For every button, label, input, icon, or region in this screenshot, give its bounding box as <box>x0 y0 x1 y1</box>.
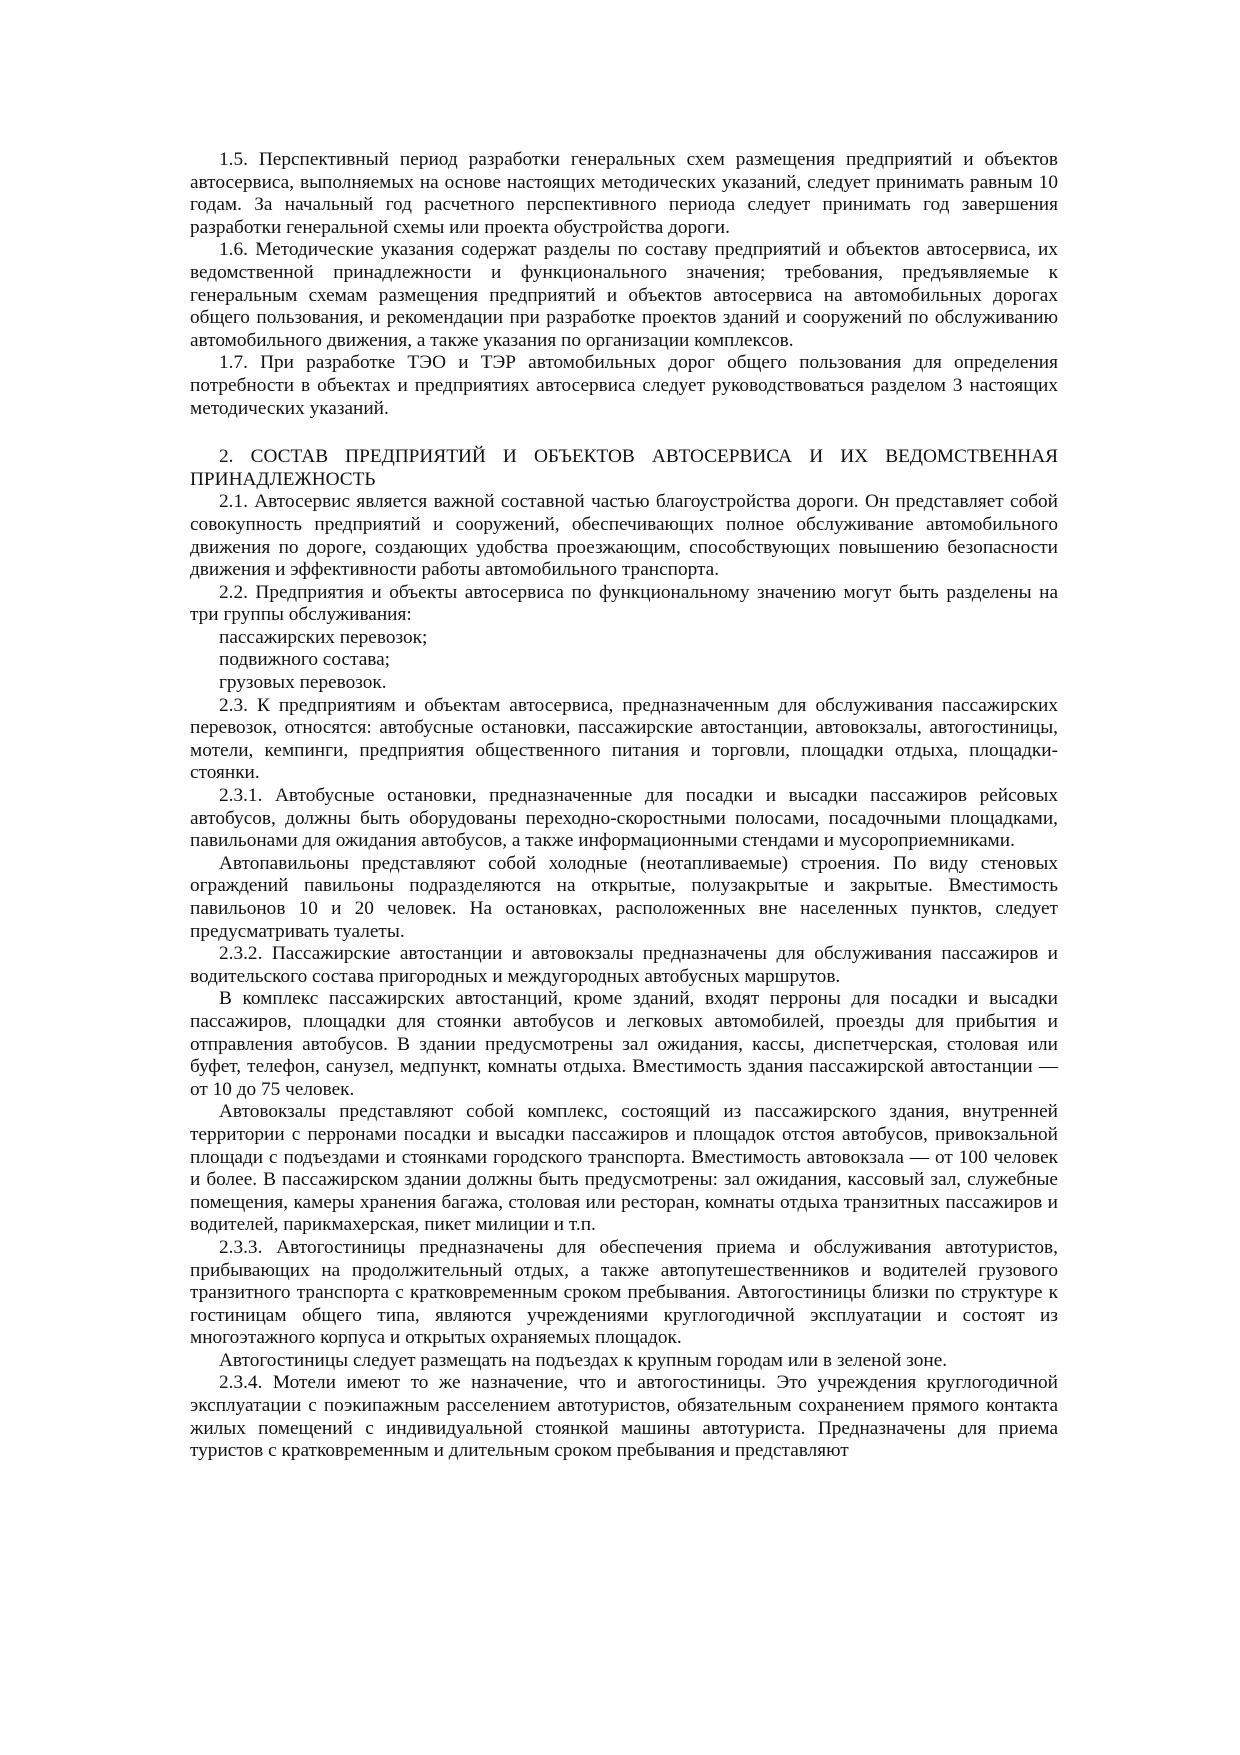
paragraph-hotel-placement: Автогостиницы следует размещать на подъездах к крупным городам или в зеленой зоне. <box>219 1349 948 1371</box>
list-item-rolling-stock: подвижного состава; <box>219 649 391 671</box>
paragraph-2-3: 2.3. К предприятиям и объектам автосервиса, предназначенным для обслуживания пассажирских перевозок, относятся: автобусные остановки, пассажирские автостанции, автовокзалы, автогостиницы, мотели, кемпинги, предприятия общественного питания и торговли, площадки отдыха, площадки-стоянки. <box>190 694 1058 784</box>
list-item-freight: грузовых перевозок. <box>219 672 387 694</box>
section-heading-2: 2. СОСТАВ ПРЕДПРИЯТИЙ И ОБЪЕКТОВ АВТОСЕРВИСА И ИХ ВЕДОМСТВЕННАЯ ПРИНАДЛЕЖНОСТЬ <box>190 446 1058 490</box>
paragraph-2-2: 2.2. Предприятия и объекты автосервиса по функциональному значению могут быть разделены на три группы обслуживания: <box>190 581 1058 626</box>
paragraph-2-3-3: 2.3.3. Автогостиницы предназначены для обеспечения приема и обслуживания автотуристов, прибывающих на продолжительный отдых, а также автопутешественников и водителей грузового транзитного транспорта с кратковременным сроком пребывания. Автогостиницы близки по структуре к гостиницам общего типа, являются учреждениями круглогодичной эксплуатации и состоят из многоэтажного корпуса и открытых охраняемых площадок. <box>190 1236 1058 1349</box>
document-page <box>190 149 1058 1463</box>
paragraph-2-3-4: 2.3.4. Мотели имеют то же назначение, что и автогостиницы. Это учреждения круглогодичной эксплуатации с поэкипажным расселением автотуристов, обязательным сохранением прямого контакта жилых помещений с индивидуальной стоянкой машины автотуриста. Предназначены для приема туристов с кратковременным и длительным сроком пребывания и представляют <box>190 1372 1058 1462</box>
paragraph-1-6: 1.6. Методические указания содержат разделы по составу предприятий и объектов автосервиса, их ведомственной принадлежности и функционального значения; требования, предъявляемые к генеральным схемам размещения предприятий и объектов автосервиса на автомобильных дорогах общего пользования, и рекомендации при разработке проектов зданий и сооружений по обслуживанию автомобильного движения, а также указания по организации комплексов. <box>190 239 1058 351</box>
paragraph-2-3-1: 2.3.1. Автобусные остановки, предназначенные для посадки и высадки пассажиров рейсовых автобусов, должны быть оборудованы переходно-скоростными полосами, посадочными площадками, павильонами для ожидания автобусов, а также информационными стендами и мусороприемниками. <box>190 785 1058 852</box>
paragraph-1-7: 1.7. При разработке ТЭО и ТЭР автомобильных дорог общего пользования для определения потребности в объектах и предприятиях автосервиса следует руководствоваться разделом 3 настоящих методических указаний. <box>190 352 1058 419</box>
paragraph-2-3-2: 2.3.2. Пассажирские автостанции и автовокзалы предназначены для обслуживания пассажиров и водительского состава пригородных и междугородных автобусных маршрутов. <box>190 943 1058 987</box>
paragraph-autopavilions: Автопавильоны представляют собой холодные (неотапливаемые) строения. По виду стеновых ограждений павильоны подразделяются на открытые, полузакрытые и закрытые. Вместимость павильонов 10 и 20 человек. На остановках, расположенных вне населенных пунктов, следует предусматривать туалеты. <box>190 852 1058 942</box>
paragraph-bus-stations: В комплекс пассажирских автостанций, кроме зданий, входят перроны для посадки и высадки пассажиров, площадки для стоянки автобусов и легковых автомобилей, проезды для прибытия и отправления автобусов. В здании предусмотрены зал ожидания, кассы, диспетчерская, столовая или буфет, телефон, санузел, медпункт, комнаты отдыха. Вместимость здания пассажирской автостанции — от 10 до 75 человек. <box>190 988 1058 1100</box>
paragraph-1-5: 1.5. Перспективный период разработки генеральных схем размещения предприятий и объектов автосервиса, выполняемых на основе настоящих методических указаний, следует принимать равным 10 годам. За начальный год расчетного перспективного периода следует принимать год завершения разработки генеральной схемы или проекта обустройства дороги. <box>190 149 1058 238</box>
list-item-passenger: пассажирских перевозок; <box>219 626 428 648</box>
paragraph-bus-terminals: Автовокзалы представляют собой комплекс, состоящий из пассажирского здания, внутренней территории с перронами посадки и высадки пассажиров и площадок отстоя автобусов, привокзальной площади с подъездами и стоянками городского транспорта. Вместимость автовокзала — от 100 человек и более. В пассажирском здании должны быть предусмотрены: зал ожидания, кассовый зал, служебные помещения, камеры хранения багажа, столовая или ресторан, комнаты отдыха транзитных пассажиров и водителей, парикмахерская, пикет милиции и т.п. <box>190 1101 1058 1236</box>
paragraph-2-1: 2.1. Автосервис является важной составной частью благоустройства дороги. Он представляет собой совокупность предприятий и сооружений, обеспечивающих полное обслуживание автомобильного движения по дороге, создающих удобства проезжающим, способствующих повышению безопасности движения и эффективности работы автомобильного транспорта. <box>190 491 1058 581</box>
